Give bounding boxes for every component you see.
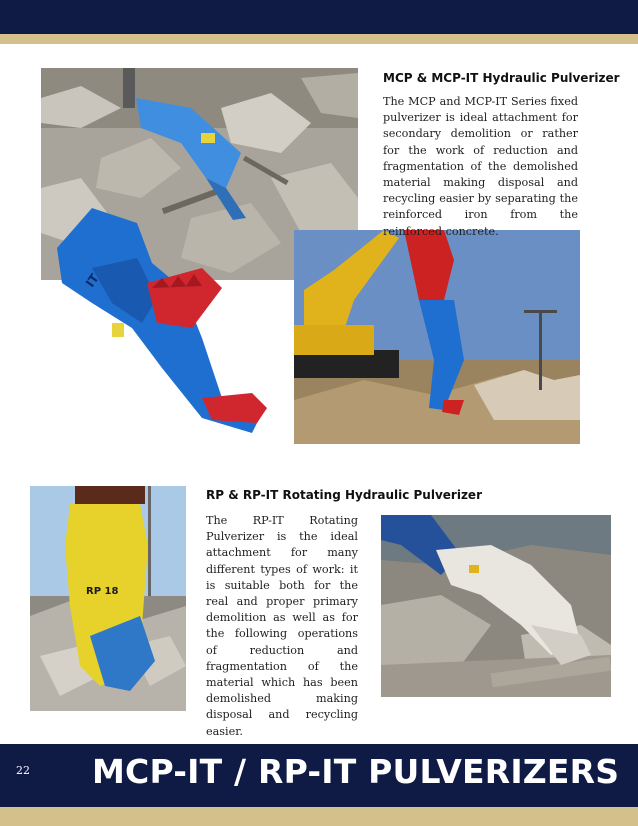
section-body-rp: The RP-IT Rotating Pulverizer is the ideal attachment for many different types of work: it is suitable both for the real and proper primary demolition as well as for the following operations of reduction and fragmentation of the material which has been demolished making disposal and recycling easier. <box>206 514 358 738</box>
page-number: 22 <box>16 764 30 777</box>
rp18-yellow-photo <box>30 486 186 711</box>
rp18-label: RP 18 <box>86 586 119 597</box>
page-title: MCP-IT / RP-IT PULVERIZERS <box>92 752 620 791</box>
excavator-photo <box>294 230 580 444</box>
top-navy-band <box>0 0 638 34</box>
brand-mark: IT <box>82 271 102 290</box>
white-pulverizer-photo <box>381 515 611 697</box>
section-heading-rp: RP & RP-IT Rotating Hydraulic Pulverizer <box>206 488 482 502</box>
section-heading-mcp: MCP & MCP-IT Hydraulic Pulverizer <box>383 71 620 85</box>
top-gold-stripe <box>0 34 638 44</box>
pulverizer-product-photo <box>52 208 270 440</box>
bottom-gold-stripe <box>0 807 638 826</box>
section-body-mcp: The MCP and MCP-IT Series fixed pulverizer is ideal attachment for secondary demolition or rather for the work of reduction and fragmentation of the demolished material making disposal and recycling easier by separating the reinforced iron from the reinforced concrete. <box>383 95 578 238</box>
